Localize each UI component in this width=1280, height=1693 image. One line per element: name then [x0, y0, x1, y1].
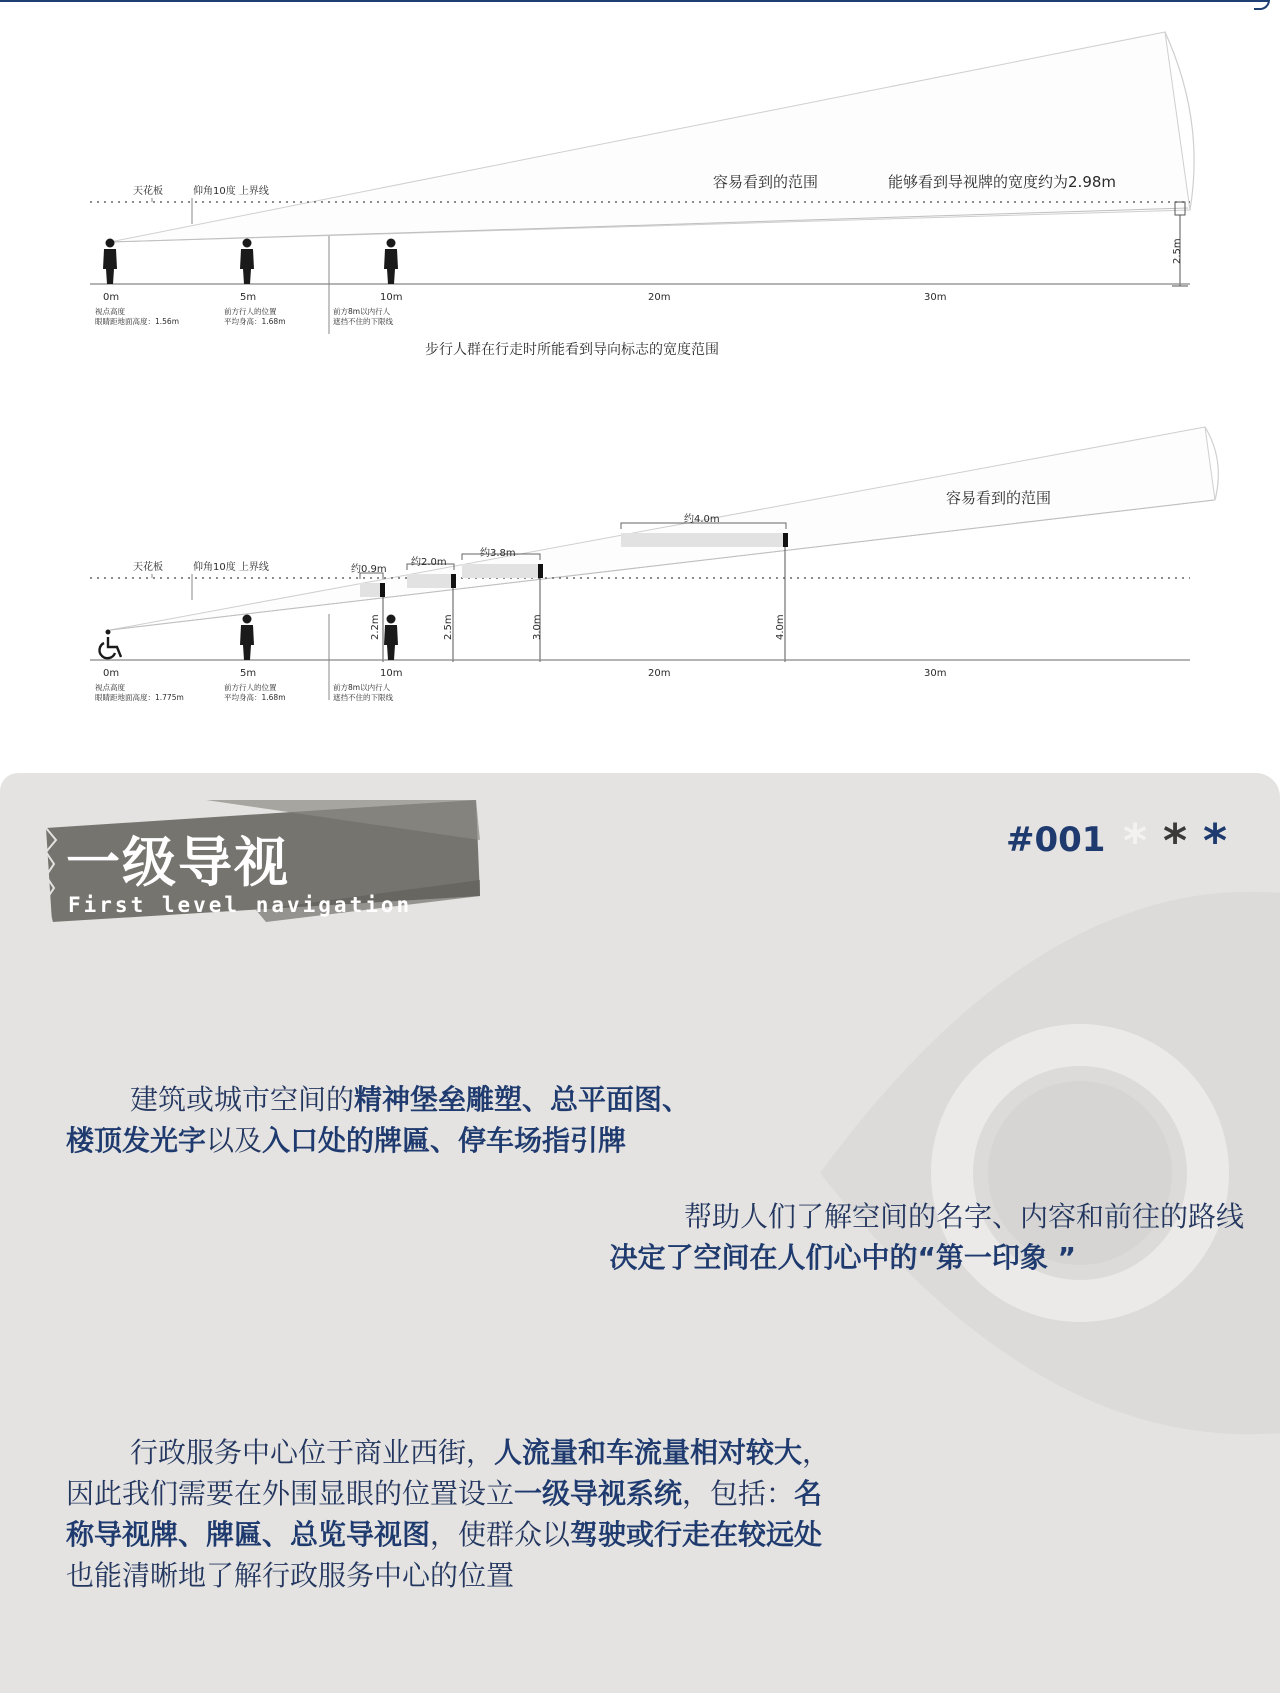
text-span-bold: 入口处的牌匾、停车场指引牌: [262, 1124, 627, 1157]
ceiling-label: 天花板: [133, 562, 163, 573]
note: 眼睛距地面高度：1.775m: [95, 693, 184, 702]
text-span-bold: 驾驶或行走在较远处: [570, 1518, 823, 1551]
note: 遮挡不住的下限线: [333, 317, 393, 326]
tick-label: 10m: [380, 668, 403, 679]
sign-edge: [451, 574, 456, 588]
note: 视点高度: [95, 683, 125, 692]
text-span: 建筑或城市空间的: [130, 1083, 355, 1116]
person-figure: [384, 239, 398, 285]
text-span: 因此我们需要在外围显眼的位置设立: [66, 1477, 515, 1510]
pedestrian-view-diagram: [0, 0, 1280, 380]
sign-edge: [380, 583, 385, 597]
view-cone: [110, 32, 1190, 242]
sign-width-label: 约4.0m: [684, 514, 720, 525]
paragraph-2: [480, 1196, 1244, 1278]
tick-label: 20m: [648, 668, 671, 679]
view-cone: [110, 427, 1215, 630]
person-figure: [240, 239, 254, 285]
sign-edge: [538, 564, 543, 578]
section-title: 一级导视: [66, 831, 290, 894]
sign-height-label: 4.0m: [775, 614, 786, 640]
star-icon: *: [1202, 814, 1228, 868]
sign-height-label: 3.0m: [532, 614, 543, 640]
sign-panel: [407, 574, 453, 588]
sign-width-label: 约2.0m: [411, 557, 447, 568]
easy-view-label: 容易看到的范围: [946, 489, 1052, 507]
note: 平均身高：1.68m: [224, 317, 286, 326]
section-subtitle: First level navigation: [68, 893, 413, 917]
paragraph-1: [66, 1079, 826, 1161]
person-figure: [240, 615, 254, 661]
text-span-bold: 人流量和车流量相对较大: [494, 1436, 803, 1469]
note: 平均身高：1.68m: [224, 693, 286, 702]
note: 眼睛距地面高度：1.56m: [95, 317, 180, 326]
note: 前方行人的位置: [224, 307, 277, 316]
height-tag: 2.5m: [1172, 238, 1183, 264]
sign-panel: [360, 583, 382, 597]
text-span: 也能清晰地了解行政服务中心的位置: [66, 1559, 515, 1592]
text-span: ，: [802, 1436, 831, 1469]
tick-label: 30m: [924, 292, 947, 303]
sign-edge: [783, 533, 788, 547]
text-span-bold: 决定了空间在人们心中的“第一印象 ”: [609, 1241, 1076, 1274]
caption: 步行人群在行走时所能看到导向标志的宽度范围: [425, 342, 719, 358]
elevation-label: 仰角10度 上界线: [193, 562, 269, 573]
ceiling-label: 天花板: [133, 186, 163, 197]
note: 前方8m以内行人: [333, 683, 391, 692]
note: 前方行人的位置: [224, 683, 277, 692]
note: 遮挡不住的下限线: [333, 693, 393, 702]
person-figure: [384, 615, 398, 661]
text-span: 以及: [206, 1124, 263, 1157]
sign-height-label: 2.2m: [370, 614, 381, 640]
elevation-label: 仰角10度 上界线: [193, 186, 269, 197]
star-icon: *: [1162, 814, 1188, 868]
tick-label: 10m: [380, 292, 403, 303]
sign-panel: [621, 533, 785, 547]
sign-width-label: 约3.8m: [480, 548, 516, 559]
tick-label: 5m: [240, 668, 257, 679]
section-number: #001: [1006, 820, 1106, 860]
tick-label: 0m: [103, 668, 120, 679]
star-rating: [1115, 814, 1235, 868]
wheelchair-view-diagram: [0, 400, 1280, 740]
sign-width-label: 约0.9m: [351, 564, 387, 575]
width-note: 能够看到导视牌的宽度约为2.98m: [888, 173, 1117, 191]
tick-label: 30m: [924, 668, 947, 679]
wheelchair-icon: [100, 630, 121, 659]
text-span-bold: 楼顶发光字: [66, 1124, 207, 1157]
person-figure: [103, 239, 117, 285]
text-span: ，使群众以: [430, 1518, 571, 1551]
text-span-bold: 名: [794, 1477, 823, 1510]
text-span: ，包括：: [682, 1477, 795, 1510]
note: 前方8m以内行人: [333, 307, 391, 316]
text-span: 帮助人们了解空间的名字、内容和前往的路线: [683, 1200, 1244, 1233]
tick-label: 20m: [648, 292, 671, 303]
tick-label: 0m: [103, 292, 120, 303]
text-span-bold: 称导视牌、牌匾、总览导视图: [66, 1518, 431, 1551]
paragraph-3: [66, 1432, 966, 1596]
text-span: 行政服务中心位于商业西街，: [130, 1436, 495, 1469]
text-span-bold: 精神堡垒雕塑、总平面图、: [354, 1083, 691, 1116]
tick-label: 5m: [240, 292, 257, 303]
sign-height-label: 2.5m: [443, 614, 454, 640]
easy-view-label: 容易看到的范围: [713, 173, 819, 191]
text-span-bold: 一级导视系统: [514, 1477, 683, 1510]
star-icon: *: [1122, 814, 1148, 868]
sign-panel: [462, 564, 542, 578]
note: 视点高度: [95, 307, 125, 316]
